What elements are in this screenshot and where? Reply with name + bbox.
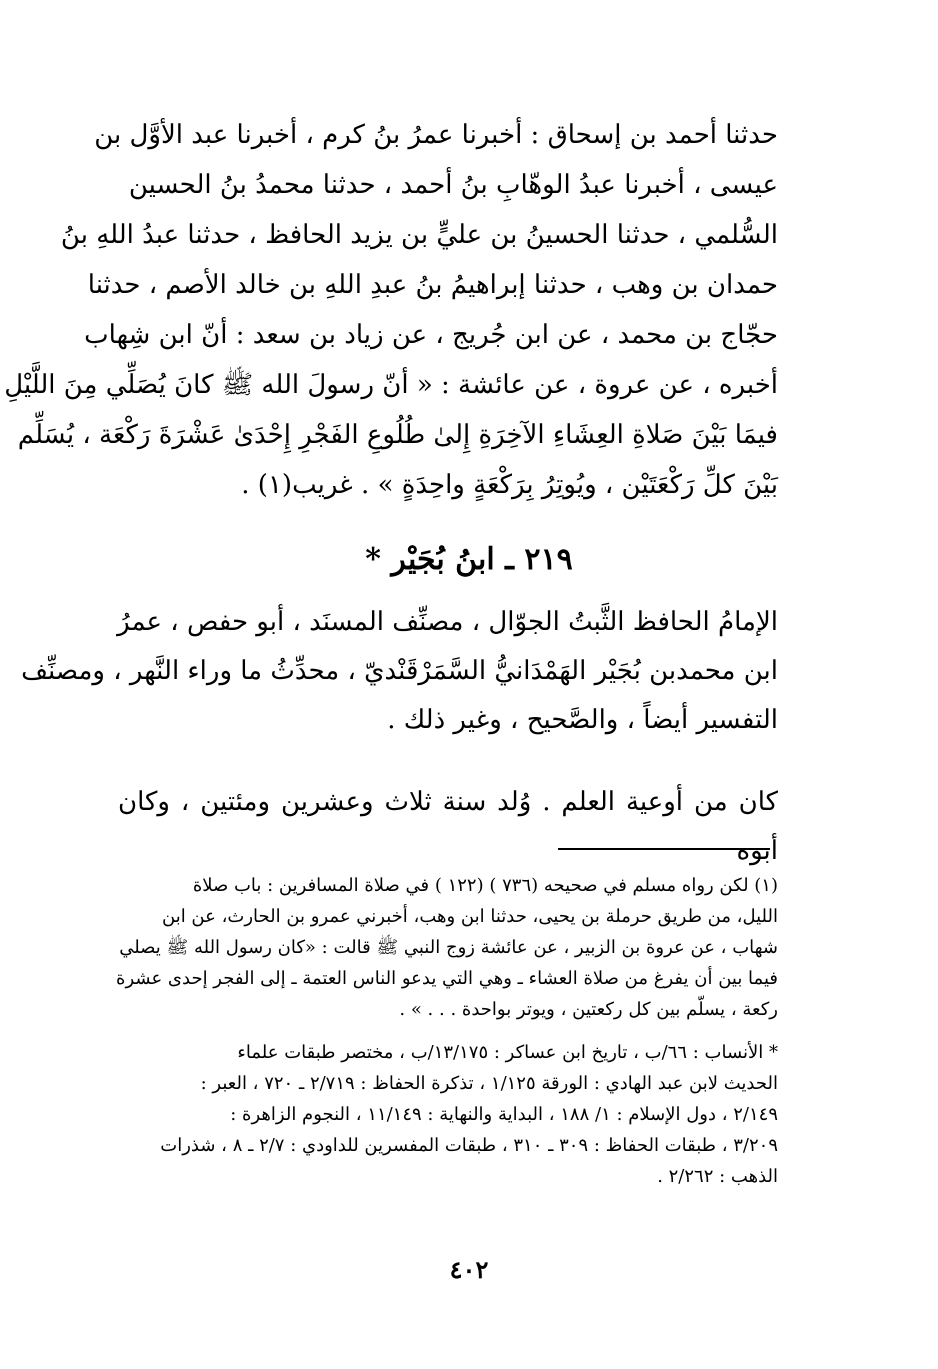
biography-paragraph [21, 598, 778, 745]
biography-paragraph-2: كان من أوعية العلم . وُلد سنة ثلاث وعشرين ومئتين ، وكان أبوه [118, 787, 778, 866]
footnote-gap [118, 1025, 778, 1037]
footnote-divider [558, 848, 770, 850]
main-line: عيسى ، أخبرنا عبدُ الوهّابِ بنُ أحمد ، حدثنا محمدُ بنُ الحسين [128, 170, 778, 200]
main-line: حجّاج بن محمد ، عن ابن جُريج ، عن زياد بن سعد : أنّ ابن شِهاب [84, 320, 778, 350]
page-number: ٤٠٢ [449, 1255, 489, 1284]
bio-line: التفسير أيضاً ، والصَّحيح ، وغير ذلك . [387, 705, 778, 735]
main-line: حدثنا أحمد بن إسحاق : أخبرنا عمرُ بنُ كرم ، أخبرنا عبد الأوَّل بن [94, 120, 778, 150]
footnote-line: شهاب ، عن عروة بن الزبير ، عن عائشة زوج النبي ﷺ قالت : «كان رسول الله ﷺ يصلي [119, 937, 778, 958]
footnotes [118, 870, 778, 1192]
footnote-star [118, 1037, 778, 1192]
footnote-line: الذهب : ٢/٢٦٢ . [657, 1166, 778, 1187]
section-heading: ٢١٩ ـ ابنُ بُجَيْر * [365, 542, 573, 577]
bio-line: الإمامُ الحافظ الثَّبتُ الجوّال ، مصنِّف المسنَد ، أبو حفص ، عمرُ [117, 607, 778, 637]
footnote-line: ٢/١٤٩ ، دول الإسلام : ١/ ١٨٨ ، البداية والنهاية : ١١/١٤٩ ، النجوم الزاهرة : [230, 1104, 778, 1125]
footnote-1 [118, 870, 778, 1025]
footnote-line: الليل، من طريق حرملة بن يحيى، حدثنا ابن وهب، أخبرني عمرو بن الحارث، عن ابن [162, 906, 778, 927]
bio-line: ابن محمدبن بُجَيْر الهَمْدَانيُّ السَّمَرْقَنْديّ ، محدِّثُ ما وراء النَّهر ، ومصنِّف [21, 656, 778, 686]
main-line: السُّلمي ، حدثنا الحسينُ بن عليٍّ بن يزيد الحافظ ، حدثنا عبدُ اللهِ بنُ [60, 220, 778, 250]
footnote-line: * الأنساب : ٦٦/ب ، تاريخ ابن عساكر : ١٣/١٧٥/ب ، مختصر طبقات علماء [237, 1042, 778, 1063]
main-line: حمدان بن وهب ، حدثنا إبراهيمُ بنُ عبدِ اللهِ بن خالد الأصم ، حدثنا [87, 270, 778, 300]
footnote-line: فيما بين أن يفرغ من صلاة العشاء ـ وهي التي يدعو الناس العتمة ـ إلى الفجر إحدى عشرة [116, 968, 778, 989]
footnote-line: ٣/٢٠٩ ، طبقات الحفاظ : ٣٠٩ ـ ٣١٠ ، طبقات المفسرين للداودي : ٢/٧ ـ ٨ ، شذرات [160, 1135, 778, 1156]
main-line: فيمَا بَيْنَ صَلاةِ العِشَاءِ الآخِرَةِ إِلىٰ طُلُوعِ الفَجْرِ إِحْدَىٰ عَشْرَةَ رَكْعَة ، يُسَلِّم [17, 420, 778, 450]
main-line: أخبره ، عن عروة ، عن عائشة : « أنّ رسولَ الله ﷺ كانَ يُصَلِّي مِنَ اللَّيْلِ [4, 370, 778, 400]
footnote-line: ركعة ، يسلّم بين كل ركعتين ، ويوتر بواحدة . . . » . [399, 999, 778, 1020]
main-line: بَيْنَ كلِّ رَكْعَتَيْن ، ويُوتِرُ بِرَكْعَةٍ واحِدَةٍ » . غريب(١) . [241, 470, 778, 500]
footnote-line: الحديث لابن عبد الهادي : الورقة ١/١٢٥ ، تذكرة الحفاظ : ٢/٧١٩ ـ ٧٢٠ ، العبر : [200, 1073, 778, 1094]
footnote-line: (١) لكن رواه مسلم في صحيحه (٧٣٦ ) (١٢٢ ) في صلاة المسافرين : باب صلاة [192, 875, 778, 896]
main-paragraph [4, 110, 778, 510]
